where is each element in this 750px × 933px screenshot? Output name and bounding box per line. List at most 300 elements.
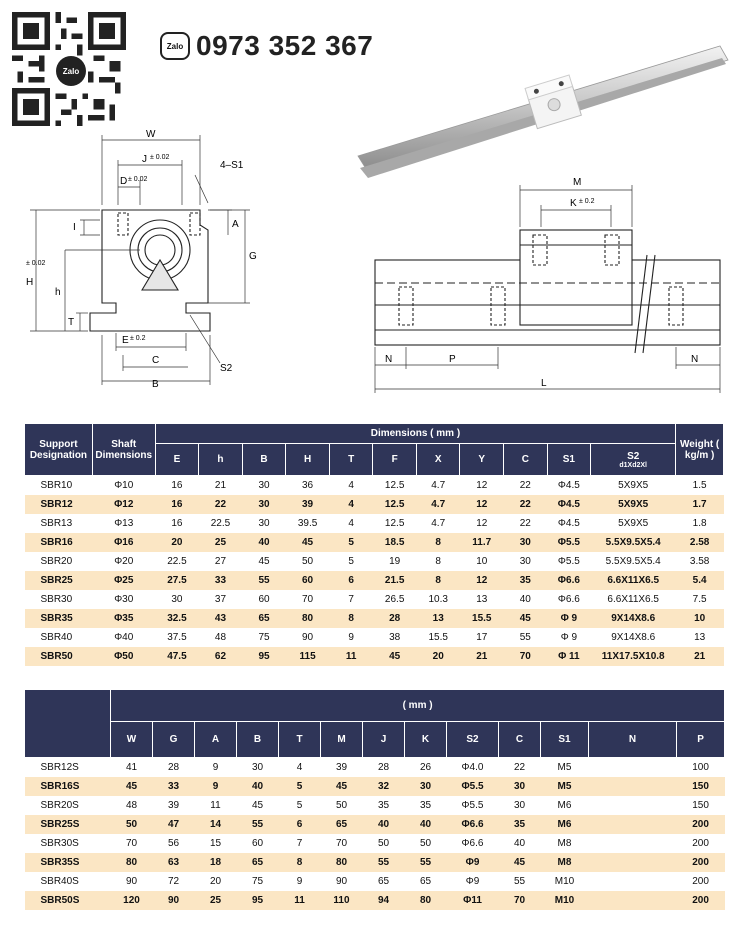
table-cell: 39 — [167, 800, 180, 811]
col-c: C — [504, 444, 548, 476]
table-cell: Φ4.5 — [557, 480, 580, 491]
table-cell: Φ 11 — [547, 647, 591, 666]
label-w: W — [146, 129, 156, 140]
table-row — [25, 758, 725, 778]
table-cell: SBR20 — [40, 556, 73, 567]
table-cell: Φ5.5 — [547, 533, 591, 552]
table-cell: 56 — [167, 838, 180, 849]
table-cell: 60 — [286, 571, 330, 590]
zalo-icon — [160, 32, 190, 60]
table-cell: 62 — [199, 647, 243, 666]
table-cell: 25 — [195, 891, 237, 910]
table-cell: 5.5X9.5X5.4 — [605, 556, 661, 567]
table-cell: SBR35S — [25, 853, 111, 872]
table-cell: 18.5 — [373, 533, 417, 552]
table-cell: 16 — [171, 480, 183, 491]
table-cell: 60 — [258, 594, 270, 605]
table-cell: 8 — [279, 853, 321, 872]
table-cell: 20 — [209, 876, 222, 887]
col-weight: Weight ( kg/m ) — [676, 424, 724, 476]
table-cell: 1.8 — [692, 518, 707, 529]
table-cell: SBR25 — [25, 571, 93, 590]
label-h-tol: ± 0.02 — [26, 260, 46, 267]
col-h: h — [199, 444, 243, 476]
table-cell: Φ30 — [114, 594, 134, 605]
label-d: D — [120, 176, 128, 187]
table-row — [25, 495, 724, 514]
table-cell: 30 — [171, 594, 183, 605]
table-cell: 45 — [499, 853, 541, 872]
table-cell: 120 — [111, 891, 153, 910]
table-cell: 12 — [460, 571, 504, 590]
table-cell: 4.7 — [431, 480, 446, 491]
label-c: C — [152, 355, 160, 366]
table-cell: 70 — [335, 838, 348, 849]
table-cell — [589, 777, 677, 796]
label-l: L — [541, 378, 547, 389]
table-cell: 70 — [504, 647, 548, 666]
table-cell: 17 — [476, 632, 488, 643]
table-cell: 45 — [504, 609, 548, 628]
table-cell: 45 — [321, 777, 363, 796]
table-cell: 55 — [513, 876, 526, 887]
table-cell: Φ6.6 — [547, 571, 591, 590]
table-cell: Φ13 — [114, 518, 134, 529]
table-cell: 27 — [214, 556, 227, 567]
label-h-upper: H — [26, 277, 34, 288]
table-cell: M8 — [557, 838, 572, 849]
table-cell: SBR40S — [40, 876, 79, 887]
table-cell: 21.5 — [373, 571, 417, 590]
table-cell: 30 — [258, 518, 270, 529]
table-cell: 35 — [504, 571, 548, 590]
table-cell: 65 — [419, 876, 432, 887]
table-cell: 21 — [460, 647, 504, 666]
table-cell: 47 — [153, 815, 195, 834]
table-cell: 2.58 — [676, 533, 724, 552]
table-cell: 200 — [692, 876, 709, 887]
col-group-dimensions: Dimensions ( mm ) — [155, 424, 676, 444]
table-cell: 22 — [519, 518, 531, 529]
table-cell: 95 — [237, 891, 279, 910]
table-cell: 9X14X8.6 — [611, 632, 656, 643]
table-cell: 22 — [513, 762, 526, 773]
table-cell: 39 — [335, 762, 348, 773]
table-cell: Φ16 — [92, 533, 155, 552]
table-cell: 15.5 — [460, 609, 504, 628]
col-s2-sub: d1Xd2Xl — [619, 461, 647, 469]
table-cell: 200 — [677, 891, 725, 910]
table-row — [25, 834, 725, 853]
table-cell: Φ 9 — [547, 609, 591, 628]
table-cell: 9 — [212, 762, 219, 773]
table-row — [25, 533, 724, 552]
table-row — [25, 796, 725, 815]
table-cell: 7 — [296, 838, 303, 849]
table-cell: 32 — [363, 777, 405, 796]
label-k: K — [570, 198, 577, 209]
table-cell: 60 — [251, 838, 264, 849]
col-f: F — [373, 444, 417, 476]
table-cell: Φ35 — [92, 609, 155, 628]
table-cell: 150 — [692, 800, 709, 811]
table-cell: 25 — [199, 533, 243, 552]
table-cell: 45 — [373, 647, 417, 666]
table-cell: 10 — [476, 556, 488, 567]
label-p: P — [449, 354, 456, 365]
label-e-tol: ± 0.2 — [130, 335, 146, 342]
table-cell: 47.5 — [155, 647, 199, 666]
label-h-lower: h — [55, 287, 61, 298]
table-cell: Φ11 — [447, 891, 499, 910]
table-cell: Φ6.6 — [461, 838, 484, 849]
table-cell: 12 — [476, 518, 488, 529]
table-cell: 19 — [389, 556, 401, 567]
phone-number[interactable]: 0973 352 367 — [196, 30, 374, 61]
table-cell: 115 — [286, 647, 330, 666]
table-cell: 80 — [321, 853, 363, 872]
table-row — [25, 552, 724, 571]
table-cell: SBR30S — [40, 838, 79, 849]
col-a: A — [195, 722, 237, 758]
table-cell: 8 — [329, 609, 373, 628]
table-cell: 150 — [677, 777, 725, 796]
table-cell: 55 — [363, 853, 405, 872]
table-cell: SBR13 — [40, 518, 73, 529]
table-cell: 12.5 — [384, 518, 405, 529]
table-cell: SBR50 — [25, 647, 93, 666]
label-m: M — [573, 177, 582, 188]
table-cell: 22 — [504, 495, 548, 514]
table-cell: 15.5 — [428, 632, 448, 643]
table-row — [25, 476, 724, 496]
product-photo — [350, 38, 735, 178]
table-cell: Φ 9 — [560, 632, 578, 643]
table-cell: 43 — [199, 609, 243, 628]
table-cell: 27.5 — [155, 571, 199, 590]
table-cell: Φ25 — [92, 571, 155, 590]
table-cell: 5 — [296, 800, 303, 811]
table-cell: 30 — [513, 800, 526, 811]
table-cell: 50 — [335, 800, 348, 811]
table-cell: 200 — [677, 815, 725, 834]
col-x: X — [416, 444, 460, 476]
table-cell: 36 — [302, 480, 314, 491]
table-cell — [589, 758, 677, 778]
table-cell: SBR12S — [40, 762, 79, 773]
table-cell: 50 — [419, 838, 432, 849]
table-cell: 40 — [405, 815, 447, 834]
table-cell: 30 — [504, 533, 548, 552]
table-cell: 6 — [279, 815, 321, 834]
col-c: C — [499, 722, 541, 758]
table-cell: 5.5X9.5X5.4 — [591, 533, 676, 552]
label-g: G — [249, 251, 257, 262]
table-cell: 7 — [348, 594, 354, 605]
table-cell: SBR50S — [25, 891, 111, 910]
table-cell: Φ12 — [92, 495, 155, 514]
col-shaft-dimensions: Shaft Dimensions — [92, 424, 155, 476]
table-row — [25, 891, 725, 910]
table-cell: 20 — [416, 647, 460, 666]
table-cell: 45 — [286, 533, 330, 552]
table-cell: 110 — [321, 891, 363, 910]
table-cell: 48 — [125, 800, 138, 811]
table-cell: 200 — [677, 853, 725, 872]
col-w: W — [111, 722, 153, 758]
table-cell: 4.7 — [431, 518, 446, 529]
zalo-icon-label: Zalo — [166, 41, 184, 51]
table-row — [25, 815, 725, 834]
table-cell: 5X9X5 — [618, 518, 649, 529]
table-cell: 9 — [296, 876, 303, 887]
table-cell: Φ40 — [114, 632, 134, 643]
table-cell: 1.7 — [676, 495, 724, 514]
table-cell: 5 — [279, 777, 321, 796]
table-cell: 28 — [377, 762, 390, 773]
col-model — [25, 690, 111, 758]
table-cell: 50 — [377, 838, 390, 849]
table-cell: 40 — [242, 533, 286, 552]
col-s2: S2 — [447, 722, 499, 758]
table-cell: 13 — [416, 609, 460, 628]
table-cell — [589, 796, 677, 815]
col-s1: S1 — [541, 722, 589, 758]
table-cell: 55 — [242, 571, 286, 590]
table-cell: M8 — [541, 853, 589, 872]
table-cell: 11X17.5X10.8 — [591, 647, 676, 666]
table-cell: 95 — [242, 647, 286, 666]
table-cell: 22 — [519, 480, 531, 491]
table-cell: 70 — [302, 594, 314, 605]
table-cell: Φ9 — [447, 853, 499, 872]
table-cell: 55 — [405, 853, 447, 872]
label-j-tol: ± 0.02 — [150, 154, 170, 161]
table-cell — [589, 891, 677, 910]
table-cell: 90 — [125, 876, 138, 887]
table-cell: 75 — [251, 876, 264, 887]
table-cell: 65 — [321, 815, 363, 834]
col-j: J — [363, 722, 405, 758]
table-cell: 75 — [258, 632, 270, 643]
table-cell: 9 — [348, 632, 354, 643]
table-cell: 12 — [476, 480, 488, 491]
table-row — [25, 647, 724, 666]
table-cell: 39 — [286, 495, 330, 514]
table-cell: 5.4 — [676, 571, 724, 590]
table-cell: 12.5 — [373, 495, 417, 514]
table-cell: 37 — [214, 594, 227, 605]
table-cell: 21 — [214, 480, 227, 491]
table-cell: 33 — [199, 571, 243, 590]
table-cell — [589, 872, 677, 891]
table-cell: 11 — [210, 800, 221, 811]
col-s2: S2 d1Xd2Xl — [591, 444, 676, 476]
table-cell: 32.5 — [155, 609, 199, 628]
table-cell: 63 — [153, 853, 195, 872]
table-row — [25, 777, 725, 796]
label-d-tol: ± 0.02 — [128, 176, 148, 183]
table-cell: 39.5 — [297, 518, 318, 529]
table-cell: 30 — [519, 556, 531, 567]
table-cell: Φ50 — [92, 647, 155, 666]
table-cell: 41 — [125, 762, 138, 773]
table-cell: M10 — [554, 876, 575, 887]
table-cell: 40 — [237, 777, 279, 796]
table-row — [25, 872, 725, 891]
col-g: G — [153, 722, 195, 758]
table-cell: Φ5.5 — [557, 556, 580, 567]
table-cell: 48 — [214, 632, 227, 643]
table-row — [25, 514, 724, 533]
col-m: M — [321, 722, 363, 758]
table-cell: 11 — [279, 891, 321, 910]
table-cell: 5X9X5 — [618, 480, 649, 491]
col-y: Y — [460, 444, 504, 476]
col-support-designation: Support Designation — [25, 424, 93, 476]
col-n: N — [589, 722, 677, 758]
table-cell: 65 — [377, 876, 390, 887]
table-cell: Φ6.6 — [557, 594, 580, 605]
col-h: H — [286, 444, 330, 476]
table-cell: 8 — [416, 571, 460, 590]
table-cell: 30 — [242, 495, 286, 514]
table-cell: SBR16 — [25, 533, 93, 552]
table-cell: 15 — [209, 838, 222, 849]
table-cell: 70 — [125, 838, 138, 849]
table-cell: Φ10 — [114, 480, 134, 491]
table-cell: SBR12 — [25, 495, 93, 514]
col-group-mm: ( mm ) — [111, 690, 725, 722]
cross-section-drawing — [20, 129, 290, 400]
table-cell: M10 — [541, 891, 589, 910]
table-cell: 16 — [155, 495, 199, 514]
table-cell: 45 — [251, 800, 264, 811]
table-cell: 35 — [499, 815, 541, 834]
col-t: T — [329, 444, 373, 476]
table-cell: 37.5 — [167, 632, 187, 643]
table-cell — [589, 815, 677, 834]
table-cell: Φ6.6 — [447, 815, 499, 834]
table-cell: Φ5.5 — [447, 777, 499, 796]
table-cell: 45 — [111, 777, 153, 796]
table-row — [25, 853, 725, 872]
table-cell: 5 — [348, 556, 354, 567]
table-cell: 11 — [329, 647, 373, 666]
table-cell: 100 — [692, 762, 709, 773]
table-row — [25, 571, 724, 590]
table-cell: Φ4.0 — [461, 762, 484, 773]
table-cell: M5 — [541, 777, 589, 796]
table-cell: 55 — [519, 632, 531, 643]
table-cell: 30 — [405, 777, 447, 796]
table-cell — [589, 853, 677, 872]
table-cell: 8 — [416, 533, 460, 552]
table-row — [25, 590, 724, 609]
label-k-tol: ± 0.2 — [579, 198, 595, 205]
table-cell: SBR16S — [25, 777, 111, 796]
table-cell: 65 — [237, 853, 279, 872]
table-cell: 12.5 — [384, 480, 405, 491]
table-cell: 4 — [348, 518, 354, 529]
table-cell: 33 — [153, 777, 195, 796]
table-cell: 35 — [377, 800, 390, 811]
table-cell: 21 — [676, 647, 724, 666]
table-cell: 9X14X8.6 — [591, 609, 676, 628]
table-cell: 40 — [519, 594, 531, 605]
table-cell: 6.6X11X6.5 — [591, 571, 676, 590]
col-p: P — [677, 722, 725, 758]
label-j: J — [142, 154, 147, 165]
table-cell: 6 — [329, 571, 373, 590]
table-cell: Φ5.5 — [461, 800, 484, 811]
label-e: E — [122, 335, 129, 346]
table-row — [25, 609, 724, 628]
label-s2: S2 — [220, 363, 233, 374]
table-cell: 30 — [258, 480, 270, 491]
table-cell: 94 — [363, 891, 405, 910]
table-cell — [589, 834, 677, 853]
table-cell: 55 — [237, 815, 279, 834]
table-cell: 80 — [286, 609, 330, 628]
table-cell: 22.5 — [167, 556, 187, 567]
table-cell: SBR20S — [40, 800, 79, 811]
table-cell: 20 — [155, 533, 199, 552]
col-s1: S1 — [547, 444, 591, 476]
table-cell: 22 — [199, 495, 243, 514]
table-cell: 1.5 — [692, 480, 707, 491]
table-cell: 90 — [153, 891, 195, 910]
table-cell: 14 — [195, 815, 237, 834]
table-cell: 10.3 — [428, 594, 448, 605]
table-cell: 35 — [419, 800, 432, 811]
label-n-left: N — [385, 354, 393, 365]
table-cell: 11.7 — [460, 533, 504, 552]
table-cell: 80 — [405, 891, 447, 910]
table-cell: 4 — [329, 495, 373, 514]
table-cell: Φ4.5 — [547, 495, 591, 514]
table-cell: 6.6X11X6.5 — [607, 594, 659, 605]
table-cell: SBR10 — [40, 480, 73, 491]
table-cell: 90 — [302, 632, 314, 643]
table-cell: 80 — [111, 853, 153, 872]
table-cell: 4 — [296, 762, 303, 773]
table-cell: 40 — [513, 838, 526, 849]
table-cell: 18 — [195, 853, 237, 872]
table-cell: SBR40 — [40, 632, 73, 643]
table-cell: 26.5 — [384, 594, 405, 605]
table-cell: 26 — [419, 762, 432, 773]
table-cell: 16 — [171, 518, 183, 529]
table-cell: 5X9X5 — [591, 495, 676, 514]
table-cell: 72 — [167, 876, 180, 887]
table-cell: Φ4.5 — [557, 518, 580, 529]
label-i: I — [73, 222, 76, 233]
table-cell: 5 — [329, 533, 373, 552]
col-k: K — [405, 722, 447, 758]
table-cell: 3.58 — [689, 556, 710, 567]
table-cell: 45 — [258, 556, 270, 567]
table-cell: SBR30 — [40, 594, 73, 605]
table-cell: 9 — [195, 777, 237, 796]
sbr-rail-table — [24, 689, 725, 910]
table-cell: 50 — [111, 815, 153, 834]
col-b: B — [237, 722, 279, 758]
table-cell: Φ9 — [465, 876, 480, 887]
table-cell: 4.7 — [416, 495, 460, 514]
table-cell: 22.5 — [210, 518, 231, 529]
table-cell: 4 — [348, 480, 354, 491]
